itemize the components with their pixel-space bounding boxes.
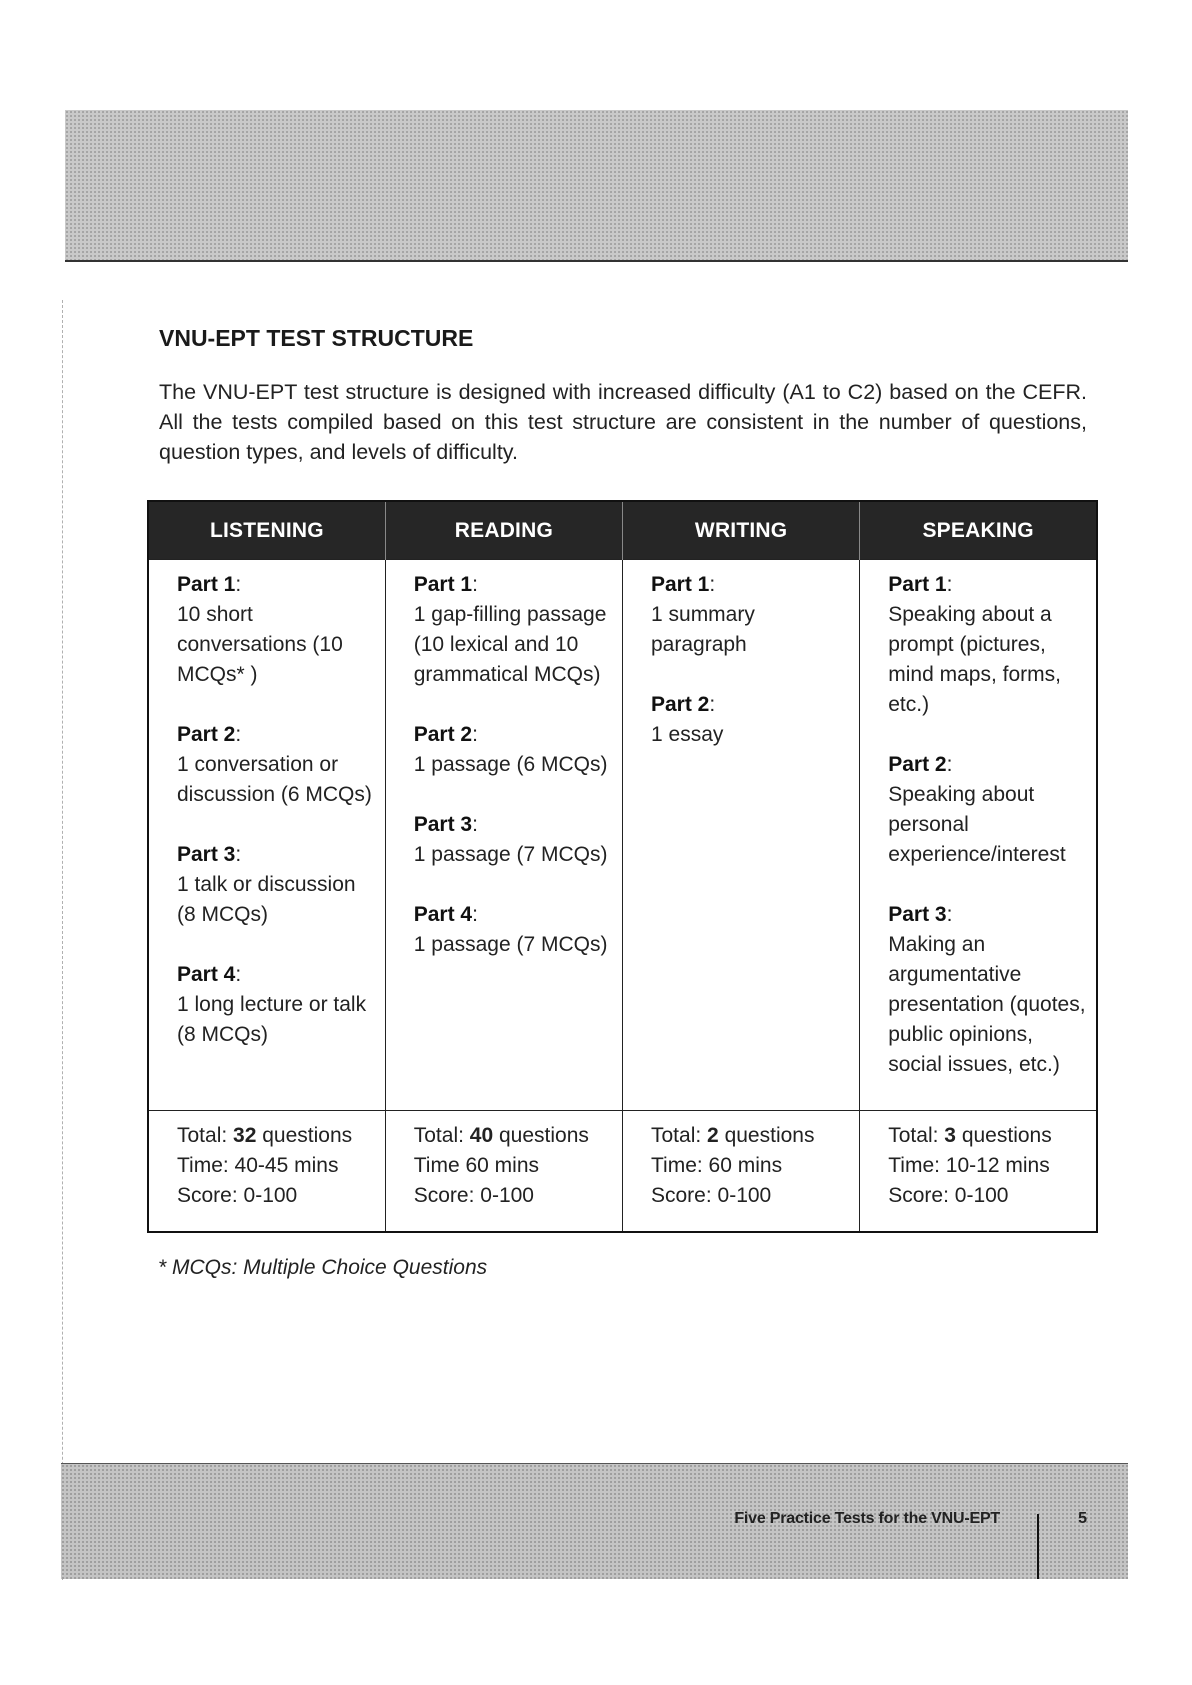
part-description: 1 talk or discussion (8 MCQs): [177, 873, 356, 926]
header-band: [65, 110, 1128, 262]
part-description: 1 conversation or discussion (6 MCQs): [177, 753, 372, 806]
part-label: Part 3: [177, 843, 236, 866]
part-label: Part 2: [177, 723, 236, 746]
page-edge: [62, 300, 63, 1580]
col-header-reading: READING: [385, 501, 622, 560]
total-time: Time: 60 mins: [651, 1154, 783, 1177]
part-description: Speaking about personal experience/interest: [888, 783, 1066, 866]
part-description: 1 summary paragraph: [651, 603, 755, 656]
part-description: 10 short conversations (10 MCQs* ): [177, 603, 343, 686]
totals-row: [148, 1111, 1097, 1233]
part-item: Part 2: Speaking about personal experience/interest: [888, 750, 1086, 870]
total-questions: Total: 2 questions: [651, 1124, 815, 1147]
part-label: Part 3: [888, 903, 947, 926]
footer-band: [61, 1463, 1128, 1579]
part-item: Part 3: Making an argumentative presentation (quotes, public opinions, social issues, etc.): [888, 900, 1086, 1080]
part-description: 1 passage (7 MCQs): [413, 843, 608, 866]
col-header-writing: WRITING: [623, 501, 860, 560]
col-header-listening: LISTENING: [148, 501, 385, 560]
part-description: 1 passage (6 MCQs): [413, 753, 608, 776]
footnote: * MCQs: Multiple Choice Questions: [158, 1256, 488, 1279]
parts-row: [148, 560, 1097, 1111]
total-score: Score: 0-100: [177, 1184, 298, 1207]
intro-paragraph: The VNU-EPT test structure is designed with increased difficulty (A1 to C2) based on the CEFR. All the tests compiled based on this test structure are consistent in the number of questions, question types, and levels of difficulty.: [159, 380, 1087, 464]
part-label: Part 2: [651, 693, 710, 716]
total-questions: Total: 3 questions: [888, 1124, 1052, 1147]
part-label: Part 4: [177, 963, 236, 986]
part-item: Part 1: 10 short conversations (10 MCQs* ): [177, 570, 375, 690]
footer-book-title: Five Practice Tests for the VNU-EPT: [734, 1510, 1000, 1527]
total-time: Time: 10-12 mins: [888, 1154, 1050, 1177]
part-label: Part 1: [888, 573, 947, 596]
total-questions: Total: 40 questions: [413, 1124, 589, 1147]
total-time: Time: 40-45 mins: [177, 1154, 339, 1177]
writing-parts: [623, 560, 860, 1111]
page-number: 5: [1078, 1510, 1087, 1527]
part-label: Part 1: [413, 573, 473, 596]
part-item: Part 2: 1 essay: [651, 690, 849, 750]
speaking-totals: [860, 1111, 1097, 1233]
listening-parts: [148, 560, 385, 1111]
part-description: Making an argumentative presentation (quotes, public opinions, social issues, etc.): [888, 933, 1086, 1076]
total-score: Score: 0-100: [888, 1184, 1009, 1207]
part-item: Part 3: 1 passage (7 MCQs): [414, 810, 612, 870]
part-item: Part 2: 1 conversation or discussion (6 MCQs): [177, 720, 375, 810]
total-score: Score: 0-100: [413, 1184, 534, 1207]
footer-divider: [1037, 1514, 1039, 1579]
part-label: Part 1: [651, 573, 710, 596]
writing-totals: [623, 1111, 860, 1233]
part-item: Part 4: 1 passage (7 MCQs): [414, 900, 612, 960]
part-item: Part 1: 1 gap-filling passage (10 lexical and 10 grammatical MCQs): [414, 570, 612, 690]
part-label: Part 2: [413, 723, 473, 746]
col-header-speaking: SPEAKING: [860, 501, 1097, 560]
part-item: Part 1: 1 summary paragraph: [651, 570, 849, 660]
part-description: Speaking about a prompt (pictures, mind maps, forms, etc.): [888, 603, 1061, 716]
total-questions: Total: 32 questions: [177, 1124, 353, 1147]
part-description: 1 long lecture or talk (8 MCQs): [177, 993, 367, 1046]
part-label: Part 4: [413, 903, 473, 926]
table-header-row: [148, 501, 1097, 560]
part-description: 1 gap-filling passage (10 lexical and 10 grammatical MCQs): [413, 603, 607, 686]
part-description: 1 passage (7 MCQs): [413, 933, 608, 956]
total-time: Time 60 mins: [413, 1154, 540, 1177]
part-description: 1 essay: [651, 723, 724, 746]
reading-parts: [385, 560, 622, 1111]
section-title: VNU-EPT TEST STRUCTURE: [159, 325, 474, 351]
part-label: Part 1: [177, 573, 236, 596]
part-item: Part 4: 1 long lecture or talk (8 MCQs): [177, 960, 375, 1050]
part-label: Part 3: [413, 813, 473, 836]
part-item: Part 3: 1 talk or discussion (8 MCQs): [177, 840, 375, 930]
part-item: Part 2: 1 passage (6 MCQs): [414, 720, 612, 780]
part-item: Part 1: Speaking about a prompt (pictures, mind maps, forms, etc.): [888, 570, 1086, 720]
speaking-parts: [860, 560, 1097, 1111]
listening-totals: [148, 1111, 385, 1233]
total-score: Score: 0-100: [651, 1184, 772, 1207]
part-label: Part 2: [888, 753, 947, 776]
reading-totals: [385, 1111, 622, 1233]
test-structure-table: [147, 500, 1098, 1233]
